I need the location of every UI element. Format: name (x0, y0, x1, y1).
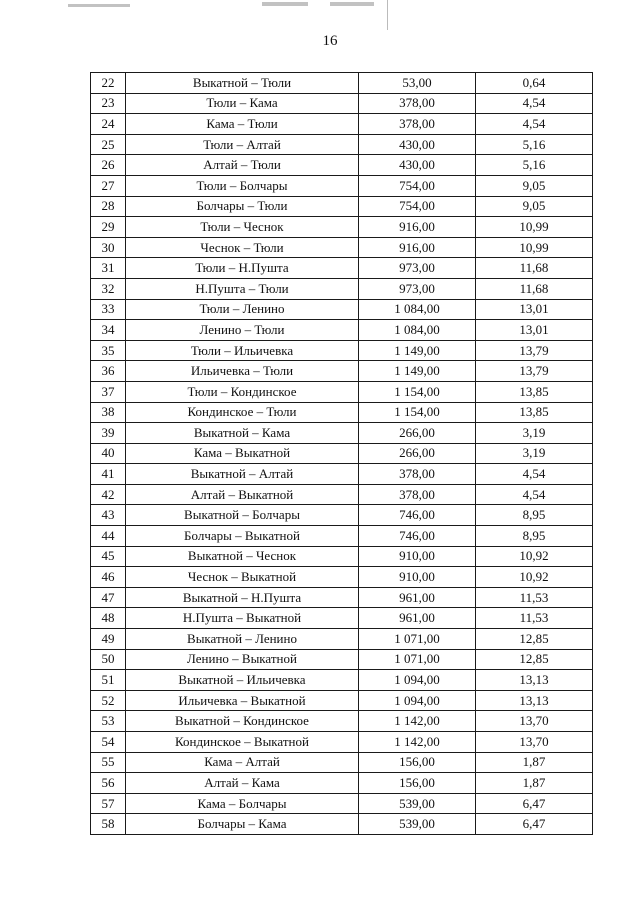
distance-cell: 746,00 (359, 505, 476, 526)
rate-cell: 4,54 (476, 114, 593, 135)
rate-cell: 13,13 (476, 690, 593, 711)
table-row (91, 546, 593, 567)
table-row (91, 423, 593, 444)
route-cell: Ленино – Выкатной (126, 649, 359, 670)
rate-cell: 11,68 (476, 258, 593, 279)
table-row (91, 793, 593, 814)
table-row (91, 175, 593, 196)
table-row (91, 649, 593, 670)
table-row (91, 237, 593, 258)
row-number-cell: 45 (91, 546, 126, 567)
route-cell: Болчары – Выкатной (126, 526, 359, 547)
rate-cell: 1,87 (476, 752, 593, 773)
row-number-cell: 52 (91, 690, 126, 711)
table-row (91, 402, 593, 423)
distance-cell: 378,00 (359, 93, 476, 114)
rate-cell: 11,53 (476, 587, 593, 608)
route-cell: Чеснок – Тюли (126, 237, 359, 258)
distance-cell: 378,00 (359, 464, 476, 485)
routes-table-body (91, 73, 593, 835)
routes-table (90, 72, 593, 835)
rate-cell: 10,92 (476, 546, 593, 567)
table-row (91, 381, 593, 402)
table-row (91, 134, 593, 155)
table-row (91, 114, 593, 135)
distance-cell: 961,00 (359, 587, 476, 608)
route-cell: Болчары – Кама (126, 814, 359, 835)
route-cell: Кама – Выкатной (126, 443, 359, 464)
route-cell: Выкатной – Тюли (126, 73, 359, 94)
route-cell: Кондинское – Выкатной (126, 732, 359, 753)
distance-cell: 1 094,00 (359, 670, 476, 691)
distance-cell: 910,00 (359, 546, 476, 567)
distance-cell: 1 084,00 (359, 320, 476, 341)
table-row (91, 361, 593, 382)
route-cell: Кама – Алтай (126, 752, 359, 773)
table-row (91, 299, 593, 320)
route-cell: Выкатной – Н.Пушта (126, 587, 359, 608)
scan-artifact (262, 2, 308, 6)
table-row (91, 587, 593, 608)
row-number-cell: 42 (91, 484, 126, 505)
distance-cell: 916,00 (359, 217, 476, 238)
rate-cell: 3,19 (476, 423, 593, 444)
rate-cell: 10,92 (476, 567, 593, 588)
rate-cell: 13,01 (476, 320, 593, 341)
distance-cell: 754,00 (359, 196, 476, 217)
row-number-cell: 57 (91, 793, 126, 814)
distance-cell: 973,00 (359, 258, 476, 279)
rate-cell: 8,95 (476, 526, 593, 547)
distance-cell: 754,00 (359, 175, 476, 196)
distance-cell: 430,00 (359, 155, 476, 176)
row-number-cell: 33 (91, 299, 126, 320)
rate-cell: 13,85 (476, 381, 593, 402)
table-row (91, 155, 593, 176)
rate-cell: 6,47 (476, 793, 593, 814)
table-row (91, 732, 593, 753)
table-row (91, 505, 593, 526)
row-number-cell: 31 (91, 258, 126, 279)
distance-cell: 156,00 (359, 773, 476, 794)
table-row (91, 278, 593, 299)
route-cell: Выкатной – Чеснок (126, 546, 359, 567)
table-row (91, 526, 593, 547)
route-cell: Тюли – Болчары (126, 175, 359, 196)
row-number-cell: 46 (91, 567, 126, 588)
row-number-cell: 27 (91, 175, 126, 196)
table-row (91, 93, 593, 114)
table-row (91, 196, 593, 217)
row-number-cell: 38 (91, 402, 126, 423)
route-cell: Ильичевка – Тюли (126, 361, 359, 382)
distance-cell: 378,00 (359, 114, 476, 135)
row-number-cell: 48 (91, 608, 126, 629)
distance-cell: 1 149,00 (359, 340, 476, 361)
rate-cell: 12,85 (476, 629, 593, 650)
route-cell: Болчары – Тюли (126, 196, 359, 217)
route-cell: Тюли – Ленино (126, 299, 359, 320)
route-cell: Выкатной – Кондинское (126, 711, 359, 732)
row-number-cell: 25 (91, 134, 126, 155)
rate-cell: 5,16 (476, 155, 593, 176)
route-cell: Алтай – Кама (126, 773, 359, 794)
distance-cell: 53,00 (359, 73, 476, 94)
table-row (91, 814, 593, 835)
route-cell: Кама – Тюли (126, 114, 359, 135)
distance-cell: 539,00 (359, 793, 476, 814)
distance-cell: 1 071,00 (359, 629, 476, 650)
rate-cell: 13,85 (476, 402, 593, 423)
rate-cell: 9,05 (476, 175, 593, 196)
row-number-cell: 32 (91, 278, 126, 299)
scan-artifact (387, 0, 388, 30)
rate-cell: 11,53 (476, 608, 593, 629)
table-row (91, 711, 593, 732)
distance-cell: 910,00 (359, 567, 476, 588)
distance-cell: 156,00 (359, 752, 476, 773)
row-number-cell: 22 (91, 73, 126, 94)
row-number-cell: 40 (91, 443, 126, 464)
row-number-cell: 36 (91, 361, 126, 382)
row-number-cell: 53 (91, 711, 126, 732)
rate-cell: 11,68 (476, 278, 593, 299)
scan-artifact (330, 2, 374, 6)
row-number-cell: 23 (91, 93, 126, 114)
row-number-cell: 34 (91, 320, 126, 341)
distance-cell: 1 154,00 (359, 402, 476, 423)
table-row (91, 340, 593, 361)
row-number-cell: 24 (91, 114, 126, 135)
rate-cell: 5,16 (476, 134, 593, 155)
row-number-cell: 28 (91, 196, 126, 217)
route-cell: Тюли – Ильичевка (126, 340, 359, 361)
row-number-cell: 41 (91, 464, 126, 485)
distance-cell: 266,00 (359, 423, 476, 444)
row-number-cell: 30 (91, 237, 126, 258)
table-row (91, 443, 593, 464)
rate-cell: 13,79 (476, 340, 593, 361)
route-cell: Алтай – Тюли (126, 155, 359, 176)
distance-cell: 973,00 (359, 278, 476, 299)
row-number-cell: 50 (91, 649, 126, 670)
distance-cell: 1 084,00 (359, 299, 476, 320)
table-row (91, 258, 593, 279)
row-number-cell: 37 (91, 381, 126, 402)
rate-cell: 13,13 (476, 670, 593, 691)
rate-cell: 13,79 (476, 361, 593, 382)
distance-cell: 1 094,00 (359, 690, 476, 711)
route-cell: Выкатной – Ильичевка (126, 670, 359, 691)
distance-cell: 1 142,00 (359, 711, 476, 732)
rate-cell: 9,05 (476, 196, 593, 217)
row-number-cell: 26 (91, 155, 126, 176)
rate-cell: 4,54 (476, 93, 593, 114)
distance-cell: 1 154,00 (359, 381, 476, 402)
table-row (91, 629, 593, 650)
route-cell: Н.Пушта – Выкатной (126, 608, 359, 629)
rate-cell: 3,19 (476, 443, 593, 464)
route-cell: Тюли – Алтай (126, 134, 359, 155)
rate-cell: 1,87 (476, 773, 593, 794)
rate-cell: 4,54 (476, 484, 593, 505)
row-number-cell: 47 (91, 587, 126, 608)
rate-cell: 10,99 (476, 217, 593, 238)
rate-cell: 13,01 (476, 299, 593, 320)
distance-cell: 539,00 (359, 814, 476, 835)
rate-cell: 12,85 (476, 649, 593, 670)
distance-cell: 1 142,00 (359, 732, 476, 753)
row-number-cell: 43 (91, 505, 126, 526)
route-cell: Выкатной – Ленино (126, 629, 359, 650)
row-number-cell: 58 (91, 814, 126, 835)
table-row (91, 670, 593, 691)
row-number-cell: 35 (91, 340, 126, 361)
distance-cell: 430,00 (359, 134, 476, 155)
table-row (91, 567, 593, 588)
row-number-cell: 54 (91, 732, 126, 753)
row-number-cell: 56 (91, 773, 126, 794)
route-cell: Ильичевка – Выкатной (126, 690, 359, 711)
route-cell: Выкатной – Кама (126, 423, 359, 444)
row-number-cell: 49 (91, 629, 126, 650)
route-cell: Тюли – Кондинское (126, 381, 359, 402)
row-number-cell: 51 (91, 670, 126, 691)
table-row (91, 690, 593, 711)
route-cell: Кама – Болчары (126, 793, 359, 814)
route-cell: Чеснок – Выкатной (126, 567, 359, 588)
rate-cell: 8,95 (476, 505, 593, 526)
route-cell: Н.Пушта – Тюли (126, 278, 359, 299)
route-cell: Тюли – Кама (126, 93, 359, 114)
distance-cell: 916,00 (359, 237, 476, 258)
page-number: 16 (322, 33, 338, 49)
table-row (91, 320, 593, 341)
distance-cell: 961,00 (359, 608, 476, 629)
scan-artifact (68, 4, 130, 7)
distance-cell: 1 149,00 (359, 361, 476, 382)
rate-cell: 4,54 (476, 464, 593, 485)
row-number-cell: 29 (91, 217, 126, 238)
rate-cell: 10,99 (476, 237, 593, 258)
rate-cell: 13,70 (476, 711, 593, 732)
distance-cell: 1 071,00 (359, 649, 476, 670)
row-number-cell: 55 (91, 752, 126, 773)
distance-cell: 378,00 (359, 484, 476, 505)
route-cell: Кондинское – Тюли (126, 402, 359, 423)
table-row (91, 752, 593, 773)
rate-cell: 0,64 (476, 73, 593, 94)
distance-cell: 266,00 (359, 443, 476, 464)
table-row (91, 608, 593, 629)
rate-cell: 6,47 (476, 814, 593, 835)
route-cell: Ленино – Тюли (126, 320, 359, 341)
table-row (91, 73, 593, 94)
route-cell: Алтай – Выкатной (126, 484, 359, 505)
table-row (91, 484, 593, 505)
route-cell: Тюли – Чеснок (126, 217, 359, 238)
table-row (91, 464, 593, 485)
distance-cell: 746,00 (359, 526, 476, 547)
row-number-cell: 44 (91, 526, 126, 547)
route-cell: Выкатной – Алтай (126, 464, 359, 485)
rate-cell: 13,70 (476, 732, 593, 753)
row-number-cell: 39 (91, 423, 126, 444)
route-cell: Тюли – Н.Пушта (126, 258, 359, 279)
table-row (91, 773, 593, 794)
route-cell: Выкатной – Болчары (126, 505, 359, 526)
table-row (91, 217, 593, 238)
